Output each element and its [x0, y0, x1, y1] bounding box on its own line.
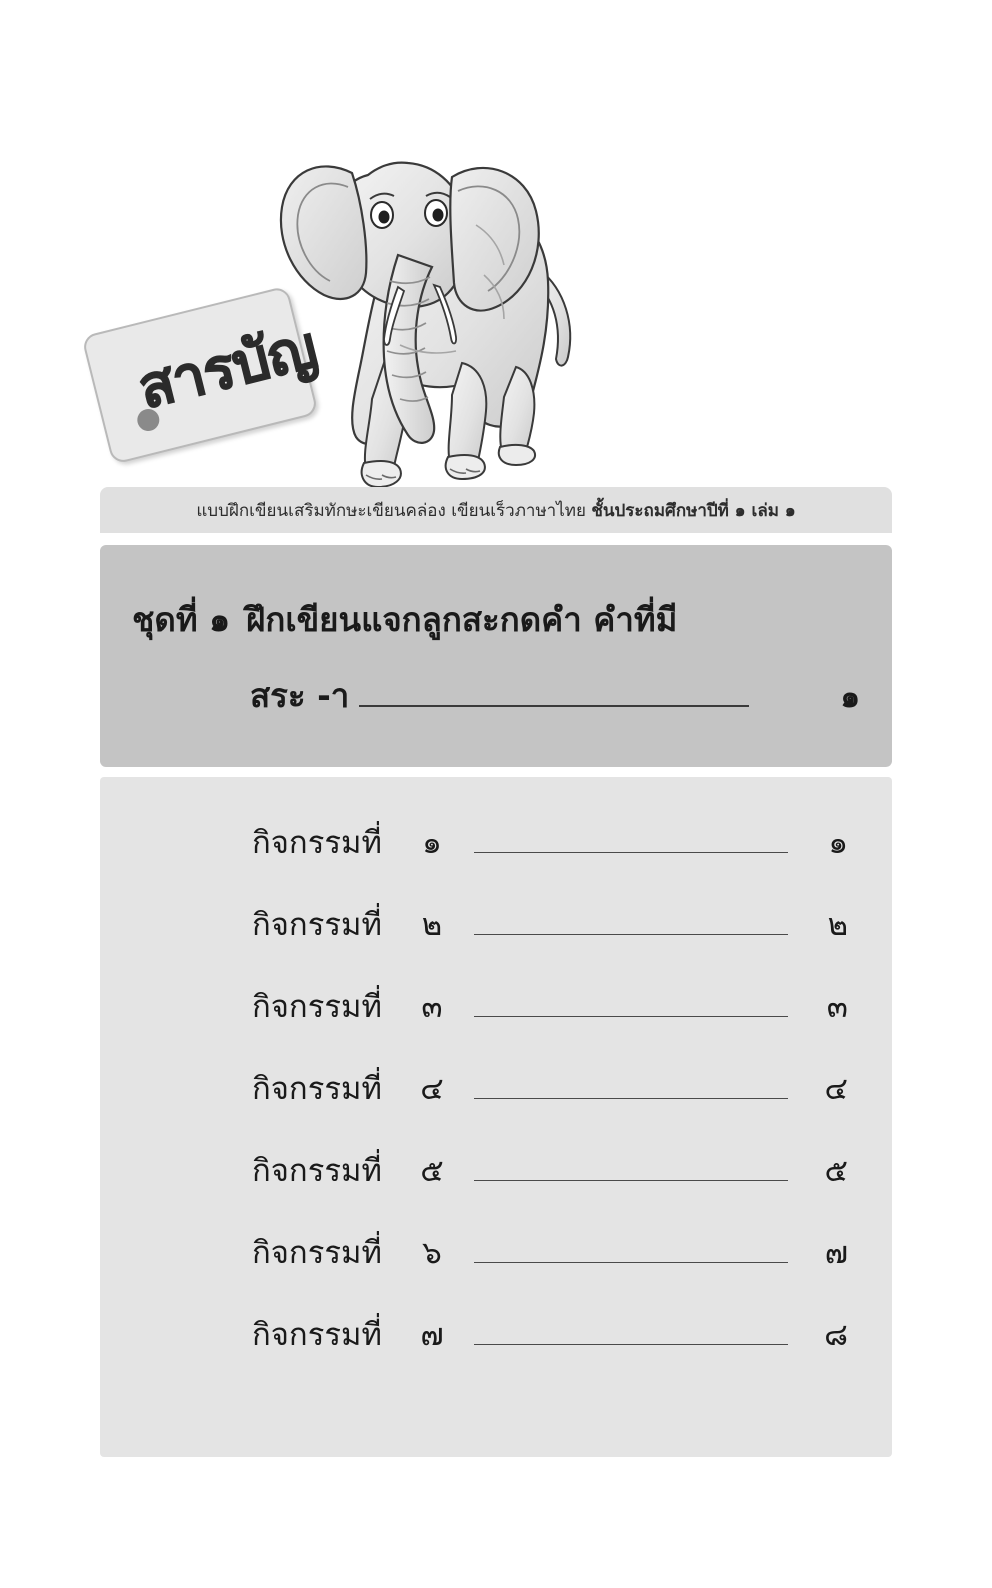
- table-row[interactable]: [144, 817, 848, 899]
- activity-index: ๓: [421, 989, 443, 1025]
- activity-page-number: ๔: [824, 1071, 848, 1107]
- set-title-text: ฝึกเขียนแจกลูกสะกดคำ คำที่มี: [246, 600, 678, 639]
- activity-index: ๔: [420, 1071, 444, 1107]
- activity-label: กิจกรรมที่: [252, 907, 382, 943]
- activity-page-number: ๗: [824, 1235, 848, 1271]
- book-header-text: [196, 497, 795, 524]
- table-row[interactable]: [144, 899, 848, 981]
- set-vowel-label: สระ -า: [250, 676, 350, 715]
- set-title-block: [100, 545, 892, 767]
- table-row[interactable]: [144, 1063, 848, 1145]
- activity-page-number: ๘: [824, 1317, 848, 1353]
- activity-page-number: ๓: [826, 989, 848, 1025]
- book-header-suffix: ชั้นประถมศึกษาปีที่ ๑ เล่ม ๑: [591, 500, 796, 521]
- contents-tag-label: สารบัญ: [131, 312, 323, 423]
- activity-label: กิจกรรมที่: [252, 1153, 382, 1189]
- activity-label: กิจกรรมที่: [252, 1317, 382, 1353]
- activity-label: กิจกรรมที่: [252, 825, 382, 861]
- activity-label: กิจกรรมที่: [252, 989, 382, 1025]
- set-vowel-row: [250, 669, 860, 722]
- activity-leader-line: [474, 1180, 788, 1181]
- activity-leader-line: [474, 1098, 788, 1099]
- table-row[interactable]: [144, 981, 848, 1063]
- set-leader-line: [359, 705, 749, 707]
- activity-leader-line: [474, 934, 788, 935]
- activity-leader-line: [474, 1344, 788, 1345]
- table-row[interactable]: [144, 1145, 848, 1227]
- set-title-row: [132, 593, 677, 646]
- activity-label: กิจกรรมที่: [252, 1071, 382, 1107]
- activity-page-number: ๕: [824, 1153, 848, 1189]
- activity-leader-line: [474, 852, 788, 853]
- set-page-number: ๑: [840, 679, 860, 715]
- activity-leader-line: [474, 1262, 788, 1263]
- book-header-strip: [100, 487, 892, 533]
- activity-index: ๖: [422, 1235, 442, 1271]
- set-label: ชุดที่ ๑: [132, 600, 231, 639]
- activity-index: ๒: [421, 907, 443, 943]
- activity-index: ๕: [420, 1153, 444, 1189]
- activities-list-panel: [100, 777, 892, 1457]
- activity-leader-line: [474, 1016, 788, 1017]
- activity-label: กิจกรรมที่: [252, 1235, 382, 1271]
- table-row[interactable]: [144, 1309, 848, 1391]
- activity-page-number: ๑: [828, 825, 848, 861]
- activity-page-number: ๒: [827, 907, 848, 943]
- activity-index: ๑: [422, 825, 442, 861]
- table-row[interactable]: [144, 1227, 848, 1309]
- activity-index: ๗: [420, 1317, 444, 1353]
- book-header-prefix: แบบฝึกเขียนเสริมทักษะเขียนคล่อง เขียนเร็วภาษาไทย: [196, 500, 586, 521]
